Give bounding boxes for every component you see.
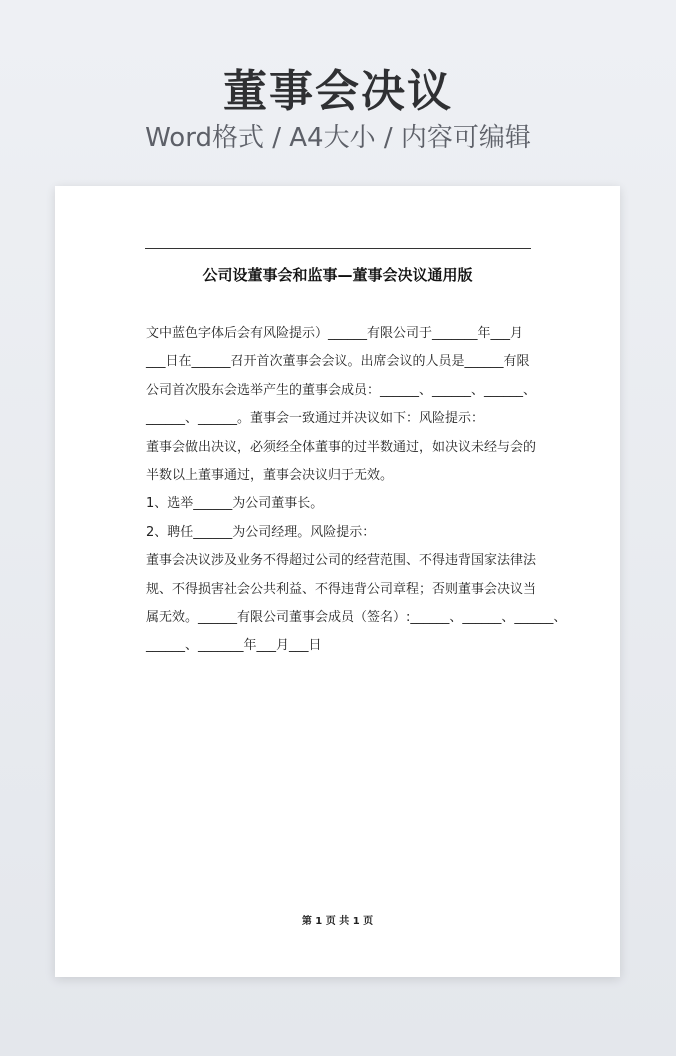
document-title: 公司设董事会和监事—董事会决议通用版 bbox=[202, 266, 473, 284]
body-line: 规、不得损害社会公共利益、不得违背公司章程；否则董事会决议当 bbox=[146, 581, 537, 597]
body-line: 1、选举______为公司董事长。 bbox=[146, 496, 324, 512]
body-line: 公司首次股东会选举产生的董事会成员：______、______、______、 bbox=[146, 382, 537, 398]
page-number: 第 1 页 共 1 页 bbox=[301, 916, 374, 927]
body-line: 半数以上董事通过，董事会决议归于无效。 bbox=[146, 468, 394, 484]
document-page bbox=[55, 186, 620, 977]
header-rule bbox=[145, 248, 531, 249]
body-line: ___日在______召开首次董事会会议。出席会议的人员是______有限 bbox=[146, 354, 530, 370]
banner-title: 董事会决议 bbox=[223, 66, 453, 117]
body-line: 董事会决议涉及业务不得超过公司的经营范围、不得违背国家法律法 bbox=[146, 553, 537, 569]
body-line: 董事会做出决议，必须经全体董事的过半数通过，如决议未经与会的 bbox=[146, 439, 537, 455]
body-line: 属无效。______有限公司董事会成员（签名）:______、______、______、 bbox=[146, 610, 567, 626]
body-line: ______、______。董事会一致通过并决议如下：风险提示： bbox=[146, 411, 485, 427]
banner-subtitle: Word格式 / A4大小 / 内容可编辑 bbox=[145, 123, 531, 153]
document-body bbox=[146, 320, 567, 661]
body-line: 文中蓝色字体后会有风险提示）______有限公司于_______年___月 bbox=[146, 326, 524, 341]
body-line: 2、聘任______为公司经理。风险提示： bbox=[146, 524, 376, 540]
body-line: ______、_______年___月___日 bbox=[146, 638, 322, 654]
